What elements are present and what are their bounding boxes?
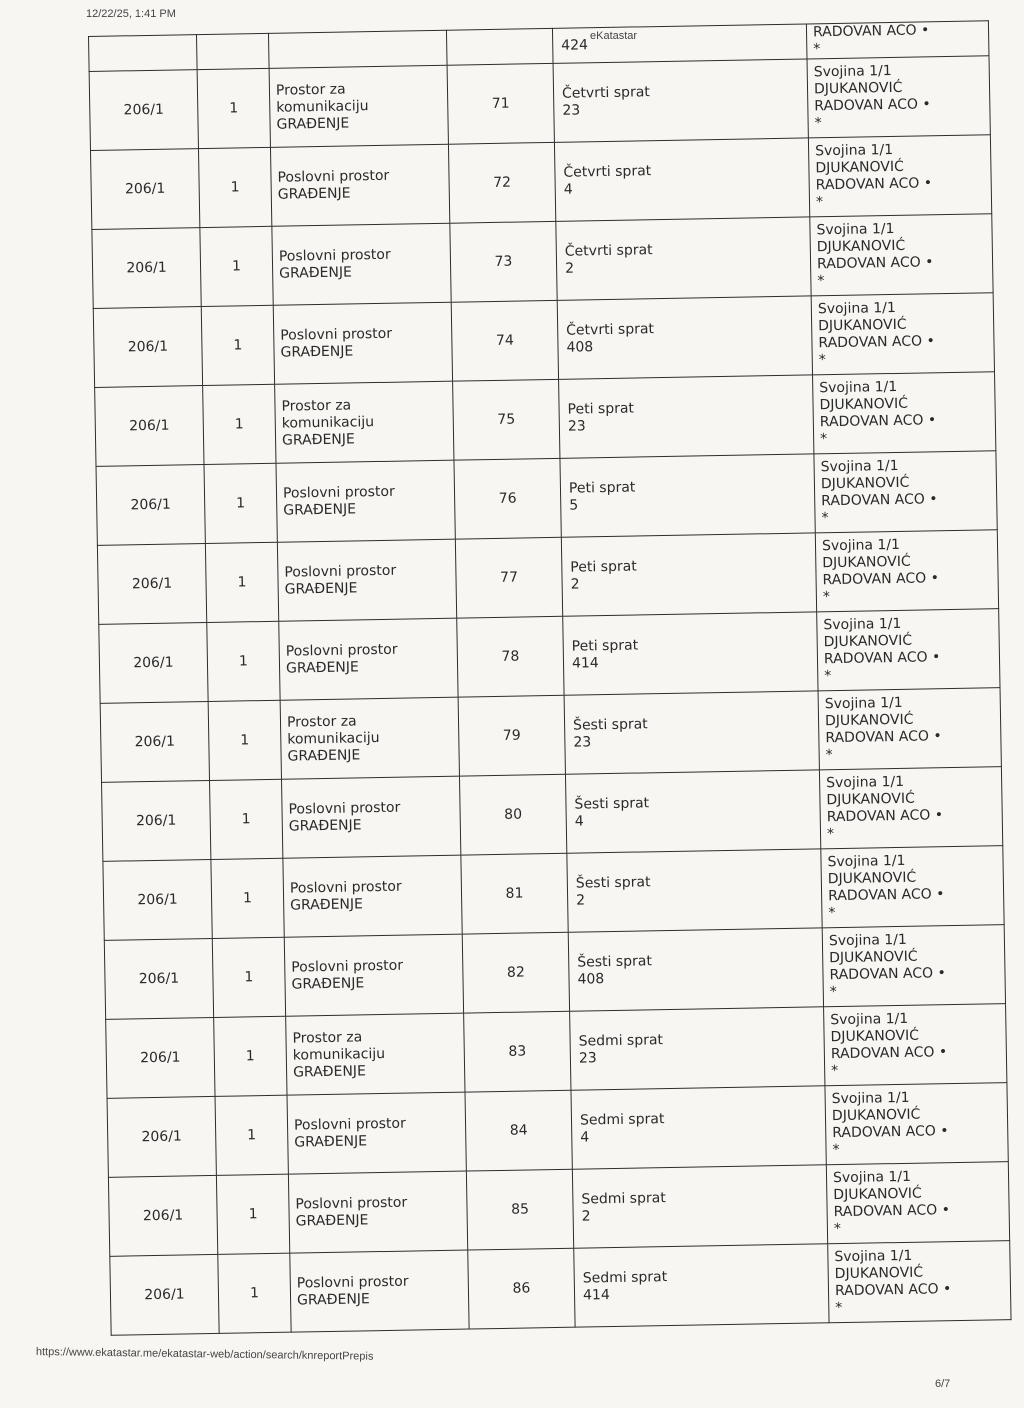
cell-ordinal: 85	[466, 1169, 573, 1250]
cell-owner	[826, 1162, 1009, 1244]
cell-owner	[813, 372, 996, 454]
cell-use	[288, 1171, 467, 1253]
use-line: Prostor za	[286, 712, 357, 731]
cell-parcel: 206/1	[110, 1254, 219, 1335]
cell-parcel: 206/1	[90, 149, 199, 230]
use-line: GRAĐENJE	[283, 501, 357, 519]
use-line: komunikaciju	[276, 97, 369, 116]
use-line: GRAĐENJE	[279, 264, 353, 282]
ownership-share: Svojina 1/1	[814, 141, 894, 160]
ownership-share: Svojina 1/1	[827, 852, 906, 871]
use-line: GRAĐENJE	[287, 746, 361, 765]
cell-use	[282, 776, 461, 858]
cell-use	[275, 381, 454, 463]
ownership-share: Svojina 1/1	[832, 1168, 912, 1187]
ownership-share: Svojina 1/1	[824, 694, 903, 713]
use-line: Poslovni prostor	[289, 878, 402, 897]
floor-area: 4	[563, 181, 573, 198]
ownership-share: Svojina 1/1	[816, 220, 895, 239]
cell-use	[276, 460, 455, 542]
cell-parcel: 206/1	[96, 465, 205, 546]
cell-owner	[811, 293, 994, 375]
use-line: Prostor za	[275, 81, 346, 99]
cell-floor	[556, 217, 811, 300]
owner-surname: DJUKANOVIĆ	[829, 948, 918, 967]
use-line: GRAĐENJE	[292, 1062, 366, 1081]
cell-owner	[815, 530, 998, 612]
owner-surname: DJUKANOVIĆ	[818, 316, 907, 335]
cell-use	[270, 144, 449, 226]
owner-surname: DJUKANOVIĆ	[826, 790, 915, 809]
use-line: komunikaciju	[292, 1045, 386, 1064]
floor-area: 2	[570, 576, 580, 593]
owner-star: *	[815, 194, 824, 211]
cell-floor	[567, 849, 822, 932]
cell-use	[279, 618, 458, 700]
floor-name: Šesti sprat	[572, 716, 648, 734]
cell-parcel: 206/1	[100, 702, 209, 783]
owner-surname: DJUKANOVIĆ	[820, 474, 910, 493]
owner-surname: DJUKANOVIĆ	[819, 395, 909, 414]
ownership-share: Svojina 1/1	[821, 536, 901, 555]
print-datetime: 12/22/25, 1:41 PM	[86, 8, 176, 20]
cell-use	[290, 1250, 469, 1332]
floor-area: 2	[564, 260, 575, 277]
ownership-share: Svojina 1/1	[820, 457, 899, 476]
use-line: komunikaciju	[281, 413, 375, 432]
floor-name: Peti sprat	[568, 479, 636, 497]
cell-floor	[552, 24, 807, 63]
use-line: GRAĐENJE	[280, 343, 354, 361]
owner-star: *	[820, 431, 828, 448]
owner-surname: DJUKANOVIĆ	[813, 79, 903, 98]
owner-name-line: RADOVAN ACO •	[815, 175, 933, 194]
owner-star: *	[814, 115, 822, 132]
use-line: GRAĐENJE	[288, 817, 362, 835]
owner-star: *	[821, 510, 829, 527]
owner-name-line: RADOVAN ACO •	[823, 649, 941, 668]
use-line: Poslovni prostor	[293, 1115, 406, 1134]
use-line: Poslovni prostor	[285, 641, 398, 660]
ownership-share: Svojina 1/1	[823, 615, 902, 634]
owner-name-line: RADOVAN ACO •	[827, 886, 945, 905]
owner-star: *	[828, 905, 836, 922]
cell-number: 1	[201, 305, 274, 385]
cell-floor	[571, 1086, 826, 1169]
floor-area: 23	[562, 102, 581, 119]
owner-star: *	[831, 1063, 839, 1080]
cell-floor	[554, 138, 809, 221]
cell-ordinal: 82	[462, 932, 569, 1013]
floor-area: 408	[577, 971, 605, 988]
property-table	[88, 20, 1012, 1336]
owner-name-line: RADOVAN ACO •	[834, 1281, 952, 1300]
cell-use	[277, 539, 456, 621]
cell-owner	[821, 846, 1004, 928]
cell-floor	[565, 770, 820, 853]
use-line: Prostor za	[292, 1028, 363, 1047]
floor-name: Sedmi sprat	[578, 1032, 664, 1050]
cell-floor	[560, 454, 815, 537]
cell-owner	[808, 135, 991, 217]
ownership-share: Svojina 1/1	[826, 773, 905, 792]
cell-owner	[806, 21, 989, 59]
floor-area: 2	[581, 1208, 591, 1225]
cell-ordinal: 77	[455, 537, 562, 618]
floor-area: 414	[582, 1287, 610, 1304]
cell-ordinal: 78	[457, 616, 564, 697]
cell-parcel: 206/1	[104, 938, 213, 1019]
owner-name-line: RADOVAN ACO •	[829, 965, 946, 984]
owner-star: *	[826, 826, 835, 843]
cell-number: 1	[205, 542, 278, 622]
ownership-share: Svojina 1/1	[831, 1089, 910, 1108]
cell-number: 1	[207, 621, 280, 701]
cell-ordinal: 81	[461, 853, 568, 934]
use-line: Poslovni prostor	[284, 562, 397, 581]
cell-use	[272, 223, 451, 305]
cell-ordinal: 79	[458, 695, 565, 776]
cell-use	[268, 30, 447, 68]
cell-ordinal: 74	[451, 300, 558, 381]
owner-surname: DJUKANOVIĆ	[815, 158, 904, 177]
owner-star: *	[829, 984, 837, 1001]
floor-area: 414	[571, 655, 599, 672]
cell-number	[196, 33, 269, 69]
ownership-share: Svojina 1/1	[830, 1010, 909, 1029]
owner-star: *	[824, 668, 832, 685]
cell-use	[269, 65, 448, 147]
use-line: Poslovni prostor	[295, 1194, 408, 1213]
cell-floor	[561, 533, 816, 616]
cell-number: 1	[204, 463, 277, 543]
ownership-share: Svojina 1/1	[819, 378, 898, 397]
cell-number: 1	[210, 779, 283, 859]
cell-floor	[564, 691, 819, 774]
cell-number: 1	[216, 1174, 289, 1254]
floor-area: 2	[576, 892, 586, 909]
use-line: Poslovni prostor	[291, 957, 404, 976]
cell-ordinal: 72	[448, 142, 555, 223]
use-line: GRAĐENJE	[290, 896, 364, 914]
property-table-body	[89, 21, 1012, 1336]
use-line: Poslovni prostor	[280, 325, 393, 344]
floor-area: 23	[573, 734, 592, 751]
use-line: GRAĐENJE	[276, 114, 350, 133]
floor-name: Četvrti sprat	[566, 321, 655, 339]
cell-owner	[814, 451, 997, 533]
use-line: GRAĐENJE	[284, 580, 358, 598]
owner-star: *	[817, 273, 825, 290]
floor-name: Šesti sprat	[575, 874, 651, 892]
cell-parcel: 206/1	[102, 780, 211, 861]
owner-name-line: RADOVAN ACO •	[833, 1202, 951, 1221]
floor-name: Sedmi sprat	[579, 1111, 665, 1129]
owner-name-line: RADOVAN ACO •	[826, 807, 944, 826]
cell-use	[284, 934, 463, 1016]
floor-name: Četvrti sprat	[564, 242, 653, 260]
use-line: GRAĐENJE	[294, 1133, 368, 1151]
table-row	[110, 1241, 1011, 1336]
cell-parcel: 206/1	[107, 1096, 216, 1177]
owner-name-line: RADOVAN ACO •	[822, 570, 940, 589]
cell-number: 1	[212, 937, 285, 1017]
owner-name-line: RADOVAN ACO •	[818, 333, 935, 352]
cell-use	[280, 697, 459, 779]
owner-surname: DJUKANOVIĆ	[827, 869, 917, 888]
use-line: GRAĐENJE	[291, 975, 365, 993]
cell-number: 1	[215, 1095, 288, 1175]
owner-name-line: RADOVAN ACO •	[832, 1123, 949, 1142]
cell-owner	[810, 214, 993, 296]
cell-parcel: 206/1	[108, 1175, 217, 1256]
cell-number: 1	[218, 1253, 291, 1333]
cell-number: 1	[208, 700, 281, 780]
cell-ordinal: 83	[464, 1011, 571, 1092]
use-line: Poslovni prostor	[278, 246, 391, 265]
cell-ordinal: 84	[465, 1090, 572, 1171]
owner-star: *	[832, 1142, 840, 1159]
cell-number: 1	[214, 1016, 287, 1096]
ownership-share: Svojina 1/1	[813, 62, 892, 81]
cell-owner	[825, 1083, 1008, 1165]
floor-name: Peti sprat	[570, 558, 637, 576]
owner-star: *	[825, 747, 833, 764]
floor-area: 424	[561, 36, 589, 54]
cell-floor	[570, 1007, 825, 1090]
owner-surname: DJUKANOVIĆ	[830, 1027, 920, 1046]
owner-star: *	[835, 1300, 843, 1317]
cell-floor	[572, 1165, 827, 1248]
owner-name-line: RADOVAN ACO •	[819, 412, 937, 431]
cell-use	[287, 1092, 466, 1174]
floor-name: Peti sprat	[567, 400, 635, 418]
owner-name-line: RADOVAN ACO •	[830, 1044, 948, 1063]
cell-parcel: 206/1	[89, 70, 198, 151]
cell-use	[286, 1013, 465, 1095]
cell-ordinal: 86	[468, 1248, 575, 1329]
floor-name: Peti sprat	[571, 637, 639, 655]
owner-name-line: RADOVAN ACO •	[825, 728, 942, 747]
cell-floor	[568, 928, 823, 1011]
cell-number: 1	[197, 68, 270, 148]
cell-owner	[819, 767, 1002, 849]
cell-owner	[824, 1004, 1007, 1086]
cell-parcel: 206/1	[106, 1017, 215, 1098]
owner-star: *	[833, 1221, 842, 1238]
use-line: GRAĐENJE	[295, 1212, 369, 1230]
floor-name: Četvrti sprat	[561, 84, 650, 102]
owner-surname: DJUKANOVIĆ	[824, 711, 914, 730]
ownership-share: Svojina 1/1	[817, 299, 896, 318]
cell-number: 1	[203, 384, 276, 464]
owner-star: *	[813, 41, 821, 58]
cell-floor	[559, 375, 814, 458]
use-line: GRAĐENJE	[296, 1291, 370, 1309]
cell-use	[283, 855, 462, 937]
owner-star: *	[822, 589, 831, 606]
cell-floor	[557, 296, 812, 379]
cell-parcel: 206/1	[97, 544, 206, 625]
floor-name: Šesti sprat	[574, 795, 650, 813]
site-title: eKatastar	[590, 30, 638, 42]
owner-surname: DJUKANOVIĆ	[822, 553, 911, 572]
floor-name: Sedmi sprat	[581, 1190, 666, 1208]
cell-number: 1	[211, 858, 284, 938]
cell-owner	[818, 688, 1001, 770]
use-line: GRAĐENJE	[281, 430, 355, 449]
owner-surname: DJUKANOVIĆ	[816, 237, 906, 256]
cell-ordinal: 76	[454, 458, 561, 539]
floor-name: Šesti sprat	[577, 953, 653, 971]
owner-surname: DJUKANOVIĆ	[831, 1106, 921, 1125]
use-line: Poslovni prostor	[288, 799, 401, 818]
use-line: Poslovni prostor	[282, 483, 395, 502]
ownership-share: Svojina 1/1	[828, 931, 907, 950]
cell-owner	[807, 56, 990, 138]
cell-parcel: 206/1	[99, 623, 208, 704]
floor-area: 23	[567, 418, 586, 435]
cell-floor	[563, 612, 818, 695]
floor-area: 23	[578, 1050, 597, 1067]
owner-name-line: RADOVAN ACO •	[821, 491, 938, 510]
cell-ordinal: 75	[453, 379, 560, 460]
property-table-wrapper	[88, 20, 1011, 1336]
floor-area: 4	[574, 813, 584, 830]
cell-owner	[828, 1241, 1011, 1323]
floor-area: 5	[569, 497, 579, 514]
cell-ordinal	[446, 28, 553, 65]
cell-parcel: 206/1	[92, 228, 201, 309]
owner-name-line: RADOVAN ACO •	[816, 254, 934, 273]
cell-owner	[822, 925, 1005, 1007]
use-line: GRAĐENJE	[277, 185, 351, 203]
cell-owner	[817, 609, 1000, 691]
page-number: 6/7	[935, 1378, 951, 1390]
cell-parcel	[89, 35, 198, 72]
floor-name: Četvrti sprat	[563, 163, 652, 181]
cell-number: 1	[200, 226, 273, 306]
cell-ordinal: 80	[459, 774, 566, 855]
cell-ordinal: 73	[450, 221, 557, 302]
cell-parcel: 206/1	[95, 386, 204, 467]
floor-name: Sedmi sprat	[582, 1269, 668, 1287]
owner-surname: DJUKANOVIĆ	[834, 1264, 924, 1283]
cell-number: 1	[198, 147, 271, 227]
cell-parcel: 206/1	[103, 859, 212, 940]
cell-use	[273, 302, 452, 384]
cell-floor	[574, 1244, 829, 1327]
use-line: Prostor za	[281, 396, 352, 415]
owner-surname: DJUKANOVIĆ	[833, 1185, 922, 1204]
cell-parcel: 206/1	[93, 307, 202, 388]
owner-name-line: RADOVAN ACO •	[814, 96, 931, 115]
use-line: komunikaciju	[287, 729, 380, 748]
owner-star: *	[818, 352, 826, 369]
cell-ordinal: 71	[447, 63, 554, 144]
cell-floor	[553, 59, 808, 142]
use-line: GRAĐENJE	[285, 659, 359, 677]
floor-area: 408	[566, 339, 594, 356]
use-line: Poslovni prostor	[277, 167, 390, 186]
use-line: Poslovni prostor	[296, 1273, 409, 1292]
floor-area: 4	[580, 1129, 590, 1146]
ownership-share: Svojina 1/1	[834, 1247, 913, 1266]
owner-surname: DJUKANOVIĆ	[823, 632, 913, 651]
footer-url: https://www.ekatastar.me/ekatastar-web/action/search/knreportPrepis	[35, 1346, 374, 1363]
owner-name-line: RADOVAN ACO •	[812, 22, 930, 41]
